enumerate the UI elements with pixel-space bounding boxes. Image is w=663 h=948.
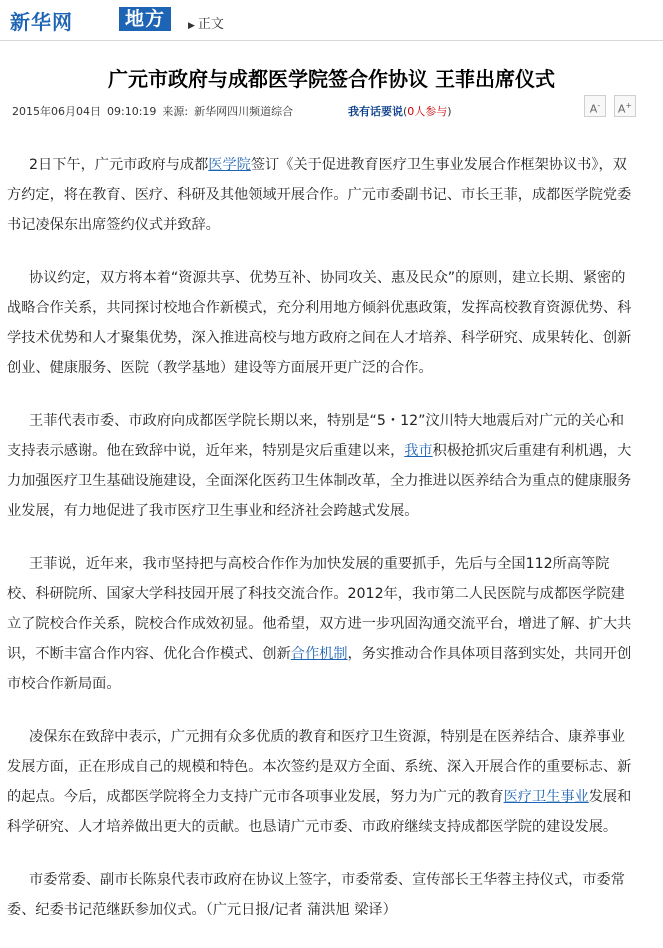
article-body xyxy=(0,150,663,948)
header-divider xyxy=(0,40,663,41)
source-label: 来源: xyxy=(162,105,189,118)
caret-right-icon: ▶ xyxy=(188,21,195,31)
inline-link-our-city[interactable]: 我市 xyxy=(404,443,433,459)
font-smaller-button[interactable]: A- xyxy=(584,95,606,117)
paragraph-2: 协议约定，双方将本着“资源共享、优势互补、协同攻关、惠及民众”的原则，建立长期、紧密的战略合作关系，共同探讨校地合作新模式，充分利用地方倾斜优惠政策，发挥高校教育资源优势、科学技术优势和人才聚集优势，深入推进高校与地方政府之间在人才培养、科学研究、成果转化、创新创业、健康服务、医院（教学基地）建设等方面展开更广泛的合作。 xyxy=(7,270,632,376)
breadcrumb-current: 正文 xyxy=(197,17,224,32)
inline-link-medical-college[interactable]: 医学院 xyxy=(208,157,251,173)
paragraph-3: 王菲代表市委、市政府向成都医学院长期以来，特别是“5・12”汶川特大地震后对广元的关心和支持表示感谢。他在致辞中说，近年来，特别是灾后重建以来，我市积极抢抓灾后重建有利机遇，大力加强医疗卫生基础设施建设，全面深化医药卫生体制改革，全力推进以医养结合为重点的健康服务业发展，有力地促进了我市医疗卫生事业和经济社会跨越式发展。 xyxy=(7,413,632,519)
paragraph-5: 凌保东在致辞中表示，广元拥有众多优质的教育和医疗卫生资源，特别是在医养结合、康养事业发展方面，正在形成自己的规模和特色。本次签约是双方全面、系统、深入开展合作的重要标志、新的起点。今后，成都医学院将全力支持广元市各项事业发展，努力为广元的教育医疗卫生事业发展和科学研究、人才培养做出更大的贡献。也恳请广元市委、市政府继续支持成都医学院的建设发展。 xyxy=(7,729,632,835)
article-meta xyxy=(12,103,293,119)
top-bar xyxy=(0,0,663,40)
region-channel-badge[interactable]: 地方 xyxy=(119,7,171,31)
paragraph-4: 王菲说，近年来，我市坚持把与高校合作作为加快发展的重要抓手，先后与全国112所高等院校、科研院所、国家大学科技园开展了科技交流合作。2012年，我市第二人民医院与成都医学院建立了院校合作关系，院校合作成效初显。他希望，双方进一步巩固沟通交流平台，增进了解、扩大共识，不断丰富合作内容、优化合作模式、创新合作机制，务实推动合作具体项目落到实处，共同开创市校合作新局面。 xyxy=(7,556,632,692)
comment-count[interactable]: 0人参与 xyxy=(407,105,448,118)
xinhua-logo[interactable]: 新华网 xyxy=(10,10,73,34)
publish-date: 2015年06月04日 xyxy=(12,105,101,118)
comment-link[interactable]: 我有话要说 xyxy=(348,105,403,118)
inline-link-healthcare[interactable]: 医疗卫生事业 xyxy=(503,789,589,805)
breadcrumb xyxy=(188,13,224,32)
paragraph-1: 2日下午，广元市政府与成都医学院签订《关于促进教育医疗卫生事业发展合作框架协议书》，双方约定，将在教育、医疗、科研及其他领域开展合作。广元市委副书记、市长王菲，成都医学院党委书记凌保东出席签约仪式并致辞。 xyxy=(7,157,632,233)
source-name: 新华网四川频道综合 xyxy=(194,105,294,118)
font-larger-button[interactable]: A+ xyxy=(614,95,636,117)
comment-area: 我有话要说(0人参与) xyxy=(348,105,452,118)
article-title: 广元市政府与成都医学院签合作协议 王菲出席仪式 xyxy=(108,67,555,91)
paragraph-6: 市委常委、副市长陈泉代表市政府在协议上签字，市委常委、宣传部长王华蓉主持仪式，市委常委、纪委书记范继跃参加仪式。（广元日报/记者 蒲洪旭 梁译） xyxy=(7,872,625,918)
publish-time: 09:10:19 xyxy=(107,105,157,118)
inline-link-cooperation-mechanism[interactable]: 合作机制 xyxy=(290,646,348,662)
